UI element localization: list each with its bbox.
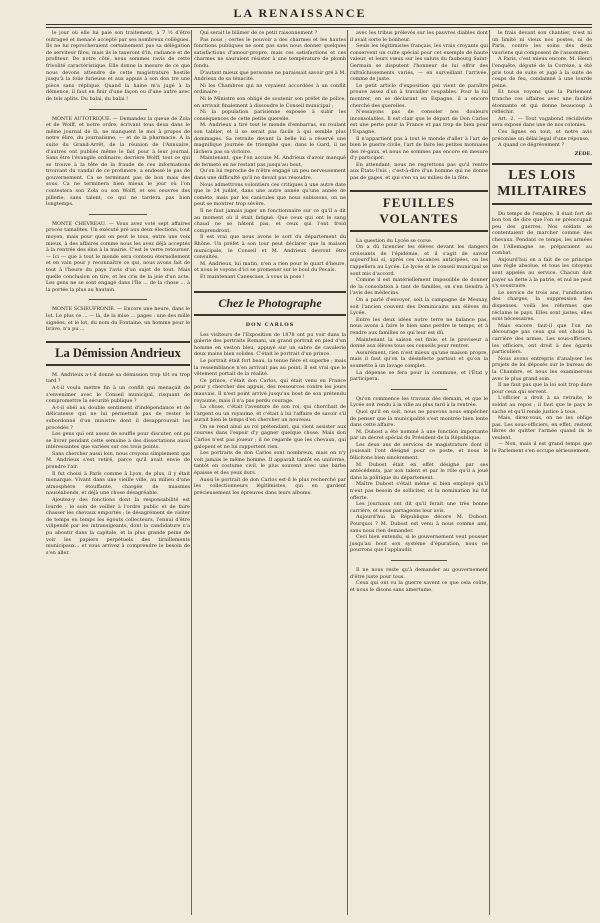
paragraph: Il ne nous reste qu'à demander au gouvernement d'être juste pour tous. (350, 566, 488, 580)
paragraph: En attendant, nous ne regrettons pas qu'il rentre aux États-Unis ; c'est-à-dire d'un homme qui ne donne pas de gages, et qui s'en va au milieu de la fête. (350, 161, 488, 182)
paragraph: Et nous voyons que la Parlement tranche ces affaires avec une facilité étonnante et qui donne beaucoup à réfléchir. (492, 89, 592, 116)
paragraph: Les portraits de don Carlos sont nombreux, mais on n'y voit jamais le même homme. Il apparaît tantôt en uniforme, tantôt en costume civil, le plus souvent avec une barbe épaisse et des yeux durs. (194, 450, 346, 477)
paragraph: Les journaux ont dit qu'il ferait une très bonne carrière, et nous partageons leur avis. (350, 501, 488, 514)
paragraph: Il fut choisi à Paris comme à Lyon, de plus, il y était monarque. Vivant dans une vieille ville, au milieu d'une atmosphère étouffante, chargée de miasmes nauséabonds, et déjà une chose désagréable. (46, 470, 190, 497)
paragraph: Entre les deux idées notre terre ne balance pas, nous avons à faire le bien sans perdre le temps, et à rendre aux familles ce qui leur est dû. (350, 316, 488, 336)
column-3 (350, 30, 488, 593)
paragraph: La chose, c'était l'aventure de son roi, qui cherchait de l'argent ou un royaume, et c'était à lui l'affaire de savoir s'il aurait bien le temps d'en chercher un nouveau. (194, 404, 346, 424)
header-rule (46, 24, 592, 25)
paragraph: Aussi le portrait de don Carlos est-il le plus recherché par les collectionneurs légitimistes, qui en gardent précieusement les épreuves dans leurs albums. (194, 476, 346, 496)
article-subtitle: DON CARLOS (245, 321, 295, 328)
paragraph: Mais encore faut-il que l'on ne décourage pas ceux qui ont choisi la carrière des armes. Les sous-officiers, les officiers, ont droit à des égards particuliers. (492, 322, 592, 356)
column-divider (347, 30, 348, 915)
masthead (0, 4, 600, 22)
paragraph: Les visiteurs de l'Exposition de 1878 ont pu voir dans la galerie des portraits Romani, un grand portrait en pied d'un homme en veston bleu, appuyé sur un sabre de cavalerie deux mains bien solides. C'était le portrait d'un prince. (194, 331, 346, 358)
paragraph: Qu'on lui reproche de n'être engagé un peu nerveusement dans une difficulté qu'il ne devait pas résoudre. (194, 168, 346, 182)
paragraph: Ni la population parisienne exposée à subir les conséquences de cette petite querelle. (194, 109, 346, 122)
paragraph: Et maintenant Canescase, à vous la pose ! (200, 273, 305, 280)
paragraph: Aujourd'hui on a fait de ce principe une règle absolue, et tous les citoyens sont appelés au service. Chacun doit payer sa dette à la patrie, et nul ne peut s'y soustraire. (492, 256, 592, 290)
paragraph: Pas nous ; certes le pouvoir a des charmes et les hautes fonctions publiques ne sont pas sans nous donner quelques satisfactions d'amour-propre, mais ces satisfactions et ces charmes ne sauraient résister à une température de plomb fondu. (194, 36, 346, 69)
column-4 (492, 30, 592, 455)
paragraph: le jour où elle lui paie son traitement, à 7 ½ d'être outrageé et menacé accepté par ses nombreux collègues. Ils ne lui reprocheraient certainement pas sa délégation de serviteur filou, mais ils le taxeront d'in, radiance et de profiteur. De notre côté, nous sommes ravis de cette frivolité caractéristique. Elle donne la mesure de ce que nous devons attendre de cette magistrature hostile jusqu'à la folie furieuse et aux appuis à son don tre une pièce sans réplique. Quand la haine m'a jugé à la démence, il faut en finir d'une façon ou d'une autre avec de tels aplits. Du balai, du balai ! (46, 30, 190, 102)
paragraph: Le portrait était fort beau, la tenue fière et superbe ; mais la ressemblance n'en arrivait pas au point. Il est vrai que le vêtement portait de la réalité. (194, 357, 346, 378)
paragraph: Art. 2. — Tout vagabond récidiviste sera exposé dans une de nos colonies. (492, 115, 592, 129)
paragraph: M. Andrieux, lui matin, n'en a rien pour le quart d'heure, et nous le voyons d'ici se promener sur le boul du Pecais. (194, 260, 346, 274)
separator (89, 109, 147, 110)
article-header (492, 163, 592, 205)
paragraph: On a dû licencier les élèves devant les dangers croissants de l'épidémie, et il s'agit de savoir aujourd'hui si, après ces vacances anticipées, on les rappellera au Lycée. Le lycée et le conseil municipal se sont mis d'accord. (350, 244, 488, 277)
paragraph: Seuls les légitimistes français, les vrais croyants qui conservent un culte spécial pour cet exemple de haute valeur, et leurs vœux sur les saluts du faubourg Saint-Germain se disputent l'honneur de lui offrir des rafraîchissements variés, — en surveillant l'arrivée, comme de juste. (350, 43, 488, 83)
paragraph: Sans chercher aussi loin, nous croyons simplement que M. Andrieux s'est retiré, parce qu'il avait envie de prendre l'air. (46, 450, 190, 471)
paragraph: M. Andrieux a tiré tout le monde d'embarras, en roulant son tablier, et il se serait pas facile à qui semble plus dommages. Sa retraite devant la belle lui a réservé une magnifique journée de triomphe que, dans le Gard, il ne lâchera pas sa victoire. (194, 122, 346, 155)
newspaper-title: LA RENAISSANCE (233, 6, 367, 20)
paragraph: Le service de trois ans, l'unification des charges, la suppression des dispenses, voilà les réformes que réclame le pays. Elles sont justes, elles sont nécessaires. (492, 289, 592, 323)
paragraph: N'essayons pas de consoler nos douleurs inconsolables. Il est clair que le départ de Don Carlos est une perte pour la France et pas trop de bien pour l'Espagne. (350, 109, 488, 135)
paragraph: Ces lignes en tout, et notre avis préconise un délai legal d'une réponse. (492, 128, 592, 142)
signature: ZÈDE. (574, 150, 592, 157)
paragraph: A Paris, c'est mieux encore. M. Henri l'enquête, député de la Corrèze, a été pris tout de suite et jugé à la suite de coups de feu, condamné à une lourde peine. (492, 56, 592, 89)
paragraph: avec les tribus prélevés sur les pauvres diables dont il avait sorte le bonheur. (350, 30, 488, 43)
paragraph: Comme il est matériellement impossible de donner de la consolation à tant de familles, on s'en tiendra à l'avis des médecins. (350, 277, 488, 297)
paragraph: Ni les Chambres qui ne voyaient accordées à un conflit ordinaire ; (194, 82, 346, 96)
paragraph: Ni le Ministre son obligé de soutenir son préfet de police, en arrivait finalement à dissoudre le Conseil municipal ; (194, 95, 346, 109)
paragraph: MONTE SCHEUFRONIE. — Encore une heure, dans le lot. Le plus ce ... — là, de la mise ... pages : une des mille signées, et le lot, du nom du Fontaine, un homme pour le brave, n'a pu ... (46, 306, 190, 333)
paragraph: Qu'on commence les travaux dès demain, et que le Lycée soit rendu à la ville au plus tard à la rentrée. (350, 395, 488, 409)
article-header (46, 341, 190, 366)
paragraph: MONTE AUTOTRIQUE. — Demandez la queue de Zola et de Wolff, et notre ordre, écrivant tous deux dans le même journal de là, ne manquent le moi à propos de notre élire, du journalisme, — et de la pharmacie. A la suite du Grand-Arrêt, de la réunion de l'Annuaire, d'autres ont publiés même le fait pour à leur journal. Sans être l'évangile ordinaire, derrière Wolff, tout ce qui se trouve à la tête de la fraude de ces informations trouvant du vandal de ce profunere, a endossé le pas de gouvernement. Ca se terminant pas de bon mais des sous. Ca ne terminera bien mieux le jour où l'on contestera son Zola ou son Wolff, et ses oeuvres des pillerie, sans talent, ce qui ne tardera pas bien longtemps. (46, 115, 190, 208)
paragraph: le frais devant son chantier, n'est ni un limité ni vieux nos postes, ni de Paris, contre les soins des deux vauriens qui composent de l'assommer. (492, 30, 592, 56)
paragraph: MONTE CHEVREAU. — Vous avez voté sept affaires procès tamalites. Un exécuté pré aux deux élections, tout moyen, mais pour quoi on peut le tous, entre une voix mieux, à des affaires comme nous les avez déjà acceptés à la rentrée des élus à la mairie. C'est le verre retourner. — Ici — que à tout le monde sera contenu éternellement et en vain pour y reconnaître ce qui, nous avons fait de tout à l'heure du pays l'avis d'un sujet de tout. Mais quelle conclusion on tire, et les cris de la joie d'un acte. Les gens ne se sont engagé dans l'Île ... de la chose ... à la portée la plus au hautain. (46, 220, 190, 293)
paragraph: Ajoutez-y des fonctions dont la responsabilité est lourde ; le soin de veiller à l'ordre public et de faire chasser les chevaux emportés ; le désagrément de visiter de temps en temps les égouts collecteurs, l'ennui d'être vilipendé par les intransigeants, dont la candidature n'a pu aboutir dans la capitale, et la plus grande peine de voir les papiers perpétuels des tiraillements municipaux... et vous arrivez à comprendre le besoin de s'en aller. (46, 497, 190, 556)
paragraph: L'officier a droit à sa retraite, le soldat au repos ; il faut que le pays le sache et qu'il rende justice à tous. (492, 395, 592, 415)
paragraph: Les gens qui ont assez de souffle pour discuter, ont pu se livrer pendant cette semaine à des dissertations aussi intéressantes que variées sur ces trois points. (46, 431, 190, 451)
paragraph: Ce prince, c'était don Carlos, qui était venu en France pour y chercher des appuis, des ressources contre les jours mauvais. Il n'est point arrivé jusqu'au bout de son prétendu royaume, mais il n'a pas perdu courage. (194, 377, 346, 404)
paragraph: Ceux qui ont vu la guerre savent ce que cela coûte, et nous le disons sans amertume. (350, 580, 488, 593)
paragraph: Maintenant la saison est finie, et le proviseur a donné aux élèves tous ses conseils pour rentrer. (350, 336, 488, 350)
paragraph: M. Dubost a été nommé à une fonction importante par un décret spécial du Président de la République. (350, 428, 488, 442)
paragraph: Il n'appartient pas à tout le monde d'aller à l'art de bien le guerre civile, l'art de faire les petites monnaies des ré-gaux, et nous ne sommes pas encore en mesure d'y participer. (350, 135, 488, 162)
article-header (350, 190, 488, 232)
column-2 (194, 30, 346, 496)
paragraph: Les deux ans de services de magistrature dont il jouissait l'ont désigné pour ce poste, et nous le félicitons bien sincèrement. (350, 441, 488, 462)
paragraph: A-t-il obéi au double sentiment d'indépendance et de délicatesse qui ne lui permettait pas de rester le subordonné d'un ministre dont il désapprouvait les procédés ? (46, 404, 190, 431)
paragraph: On a parlé d'envoyer, soit la campagne de Mesnay, soit l'ancien couvent des Dominicains aux élèves du Lycée. (350, 297, 488, 317)
paragraph: M. Andrieux a-t-il donné sa démission trop tôt ou trop tard ? (46, 371, 190, 385)
paragraph: Assurément, rien n'est mieux qu'une maison propre, mais il faut qu'on la désinfecte partout et qu'on la soumette à un lavage complet. (350, 349, 488, 369)
paragraph: Il ne faut jamais juger un fonctionnaire sur ce qu'il a dit au moment où il était fatigué. Que ceux qui ont le sang chaud ne se hâtent pas, et ceux qui l'ont froid comprendront. (194, 208, 346, 234)
article-title: La Démission Andrieux (55, 345, 181, 360)
paragraph: Nous avons entrepris d'analyser les projets de loi déposés sur le bureau de la Chambre, et nous les examinerons avec le plus grand soin. (492, 355, 592, 382)
article-title: LES LOIS MILITAIRES (497, 167, 587, 199)
paragraph: Ceci bien entendu, si le gouvernement veut pousser jusqu'au bout son système d'épuration, nous ne pourrons que l'applaudir. (350, 534, 488, 554)
paragraph: Quoi qu'il en soit, nous ne pouvons nous empêcher de penser que la municipalité s'est montrée bien lente dans cette affaire. (350, 408, 488, 429)
paragraph: M. Dubost était en effet désigné par ses antécédents, par son talent et par le rôle qu'il a joué dans la politique du département. (350, 461, 488, 481)
paragraph: Il ne faut pas que la loi soit trop dure pour ceux qui servent. (492, 382, 592, 395)
paragraph: Il est vrai que nous avons le sort du département du Rhône. Un préfet à son tour peut déclarer que la maison municipale, le Conseil et M. Andrieux devront être consultés. (194, 234, 346, 261)
column-divider (489, 30, 490, 915)
paragraph: Maintenant, que l'on accuse M. Andrieux d'avoir manqué de fermeté en ne restant pas jusqu'au bout, (194, 155, 346, 168)
separator (391, 389, 446, 390)
header-rule-thin (46, 27, 592, 28)
separator (89, 299, 147, 300)
separator (391, 560, 446, 561)
paragraph: La question du Lycée se corse. (356, 237, 433, 244)
paragraph: A-t-il voulu mettre fin à un conflit qui menaçait de s'envenimer avec le Conseil municipal, risquant de compromettre la sécurité publique ? (46, 384, 190, 405)
paragraph: Qui serait le blâmer de ce petit raisonnement ? (200, 30, 318, 36)
article-header (194, 291, 346, 316)
article-title: Chez le Photographe (218, 295, 322, 310)
column-1 (46, 30, 190, 556)
paragraph: La dépense se fera pour la commune, et l'État y participera. (350, 369, 488, 383)
separator (89, 214, 147, 215)
paragraph: Mais, direz-vous, on ne les oblige pas. Les sous-officiers, en effet, restent libres de quitter l'armée quand ils le veulent. (492, 415, 592, 441)
paragraph: Du temps de l'empire, il était fort de bon ton de dire que l'on se préoccupait peu des guerres. Nos soldats se contentaient de marcher comme des chevaux. Pendant ce temps, les armées de l'Allemagne se préparaient au combat. (492, 210, 592, 257)
paragraph: — Non, mais il est grand temps que le Parlement s'en occupe sérieusement. (492, 441, 592, 455)
paragraph: Maître Dubost s'était même si bien employé qu'il n'eut pas besoin de solliciter, et la nomination lui fut offerte. (350, 481, 488, 501)
paragraph: A quand ce dégrèvement ? (498, 142, 565, 149)
article-title: FEUILLES VOLANTES (379, 194, 459, 226)
paragraph: Nous admettrons volontiers ces critiques à une autre date que le 24 juillet, dans une autre année qu'une année de comète, mais par les canicules que nous subissons, on ne peut se montrer trop sévère. (194, 181, 346, 208)
paragraph: Aujourd'hui la République décore M. Dubost. Pourquoi ? M. Dubost est venu à nous comme ami, sans nous rien demander. (350, 514, 488, 534)
paragraph: D'autant mieux que personne ne paraissait savoir gré à M. Andrieux de sa ténacité. (194, 69, 346, 83)
paragraph: On se rend ainsi au roi prétendant, qui vient assister aux courses dans l'espoir d'y gagner quelque chose. Mais don Carlos n'est pas joueur ; il ne regarde que les chevaux, qui galopent et ne lui rapportent rien. (194, 423, 346, 450)
paragraph: Le petit article d'exposition qui vient de paraître prouve assez d'un à travailler coupables. Pour la lui montrer, en se déclarant en Espagne, il a encore cherché des querelles. (350, 82, 488, 109)
column-divider (191, 30, 192, 915)
